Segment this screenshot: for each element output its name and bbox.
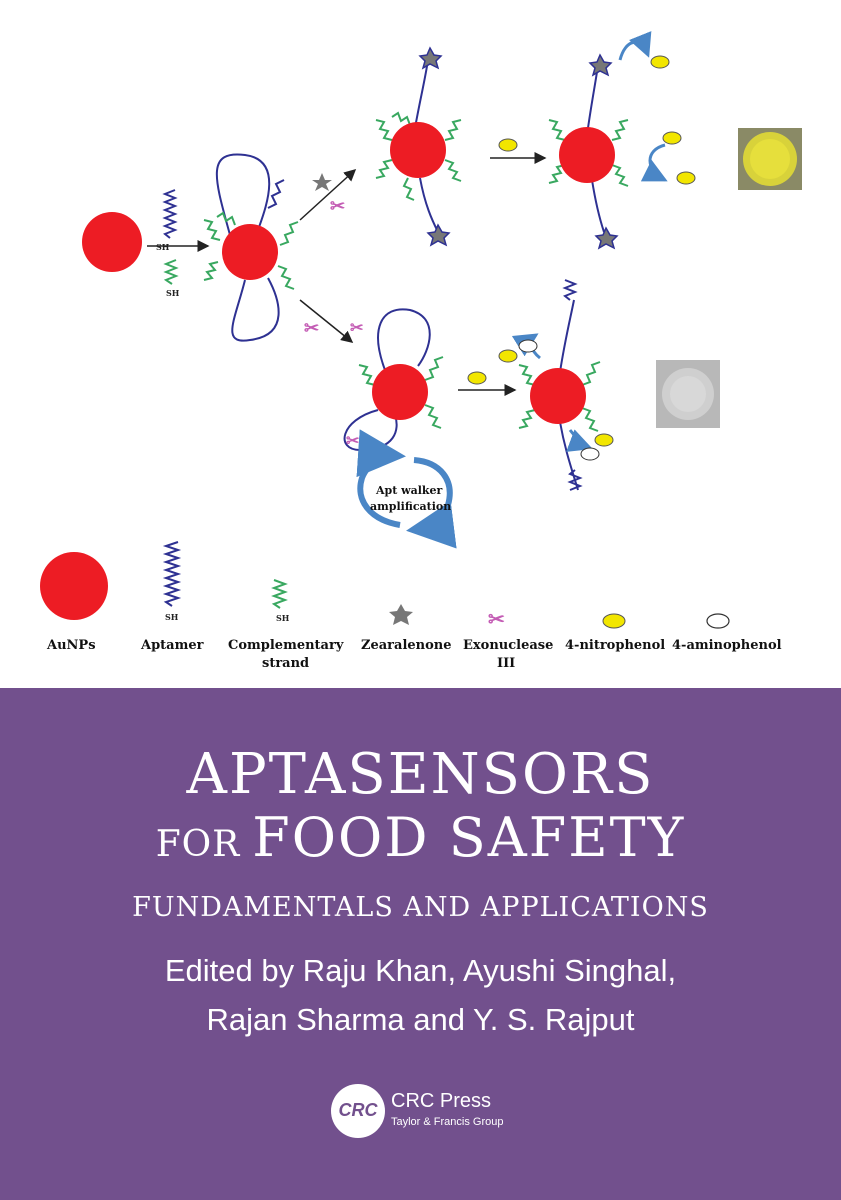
legend-aptamer-label: Aptamer	[141, 638, 204, 653]
aunp-particle-start	[82, 212, 142, 272]
arrow-up-branch	[300, 170, 355, 220]
crc-logo-text: CRC	[338, 1100, 378, 1120]
apt-walker-cycle	[360, 456, 451, 530]
book-subtitle: FUNDAMENTALS AND APPLICATIONS	[132, 892, 709, 923]
legend-complementary-label-1: Complementary	[228, 638, 344, 653]
aptamer-strand-icon	[165, 190, 175, 238]
aunp-lower	[345, 309, 443, 450]
legend-exonuclease-label-2: III	[497, 656, 516, 671]
nitrophenol-icon-2	[468, 372, 486, 384]
complementary-strand-icon	[166, 260, 176, 284]
legend-nitrophenol-icon	[603, 614, 625, 628]
publisher-group: Taylor & Francis Group	[391, 1116, 504, 1128]
legend-aminophenol-icon	[707, 614, 729, 628]
publisher-block	[331, 1084, 531, 1140]
legend-complementary-label-2: strand	[262, 656, 310, 671]
publisher-name: CRC Press	[391, 1090, 492, 1112]
legend-complementary-icon	[274, 580, 285, 608]
scissors-icon-2: ✂	[304, 318, 320, 339]
aunp-catalytic-lower	[499, 280, 613, 490]
legend-zearalenone-icon	[389, 604, 413, 625]
legend-zearalenone-label: Zearalenone	[361, 638, 452, 653]
functionalized-aunp	[204, 154, 298, 340]
editors-line2: Rajan Sharma and Y. S. Rajput	[206, 1002, 635, 1037]
sh-label-2: SH	[166, 288, 180, 298]
legend-aunps-label: AuNPs	[47, 638, 96, 653]
legend-aminophenol-label: 4-aminophenol	[672, 638, 782, 653]
sh-label: SH	[156, 242, 170, 252]
aunp-with-target	[376, 48, 461, 245]
legend-nitrophenol-label: 4-nitrophenol	[565, 638, 666, 653]
legend	[40, 542, 782, 671]
zearalenone-icon	[312, 173, 332, 191]
legend-sh-1: SH	[165, 612, 179, 622]
apt-walker-label-1: Apt walker	[376, 484, 443, 497]
apt-walker-label-2: amplification	[370, 500, 452, 513]
crc-logo-icon	[331, 1084, 385, 1138]
svg-text:✂: ✂	[346, 431, 360, 450]
book-title-line2	[0, 806, 841, 869]
legend-aptamer-icon	[166, 542, 178, 606]
book-title-food-safety: FOOD SAFETY	[252, 806, 686, 869]
cover-title-band	[0, 688, 841, 1200]
editors-line1: Edited by Raju Khan, Ayushi Singhal,	[164, 953, 677, 988]
legend-sh-2: SH	[276, 613, 290, 623]
nitrophenol-icon	[499, 139, 517, 151]
aunp-catalytic-upper	[549, 42, 695, 248]
legend-exonuclease-label-1: Exonuclease	[463, 638, 554, 653]
book-title-for: FOR	[155, 824, 241, 865]
legend-aunp-icon	[40, 552, 108, 620]
scissors-icon: ✂	[330, 196, 346, 217]
legend-scissors-icon: ✂	[488, 607, 505, 631]
svg-text:✂: ✂	[350, 318, 364, 337]
book-title-line1: APTASENSORS	[186, 742, 655, 807]
